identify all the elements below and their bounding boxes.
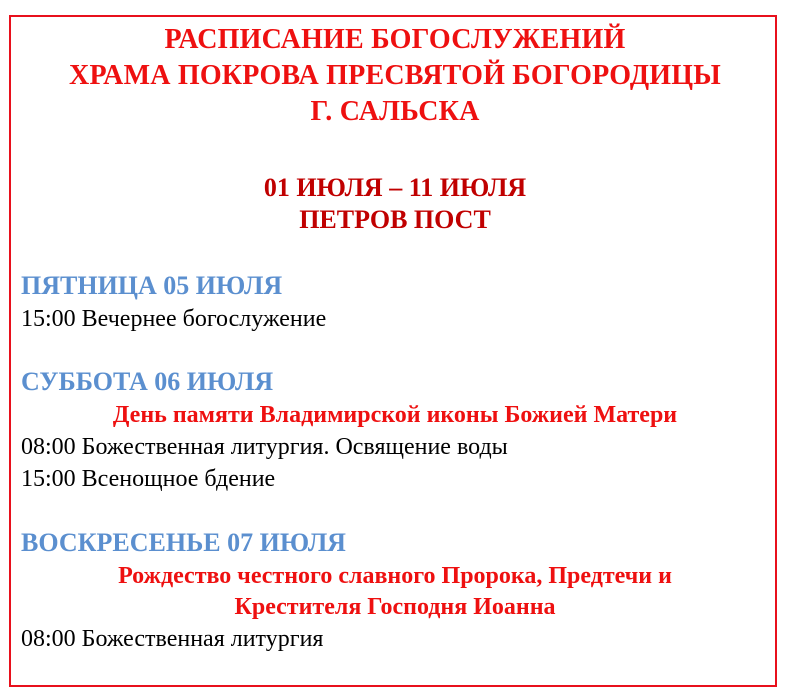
feast-title: День памяти Владимирской иконы Божией Матери <box>112 402 678 428</box>
feast-title-line-1: Рождество честного славного Пророка, Предтечи и <box>118 563 672 589</box>
service-item: 08:00 Божественная литургия <box>21 626 324 652</box>
fast-name: ПЕТРОВ ПОСТ <box>299 205 491 234</box>
schedule-period <box>0 172 790 236</box>
day-heading-sunday: ВОСКРЕСЕНЬЕ 07 ИЮЛЯ <box>21 528 346 557</box>
title-line-1: РАСПИСАНИЕ БОГОСЛУЖЕНИЙ <box>164 24 626 55</box>
feast-title-line-2: Крестителя Господня Иоанна <box>234 594 556 620</box>
title-line-3: Г. САЛЬСКА <box>310 96 480 127</box>
day-heading-saturday: СУББОТА 06 ИЮЛЯ <box>21 367 274 396</box>
service-item: 08:00 Божественная литургия. Освящение воды <box>21 434 508 460</box>
day-heading-friday: ПЯТНИЦА 05 ИЮЛЯ <box>21 271 283 300</box>
schedule-title <box>0 22 790 130</box>
service-item: 15:00 Вечернее богослужение <box>21 306 327 332</box>
service-item: 15:00 Всенощное бдение <box>21 466 276 492</box>
period-dates: 01 ИЮЛЯ – 11 ИЮЛЯ <box>263 173 527 202</box>
title-line-2: ХРАМА ПОКРОВА ПРЕСВЯТОЙ БОГОРОДИЦЫ <box>69 60 721 91</box>
